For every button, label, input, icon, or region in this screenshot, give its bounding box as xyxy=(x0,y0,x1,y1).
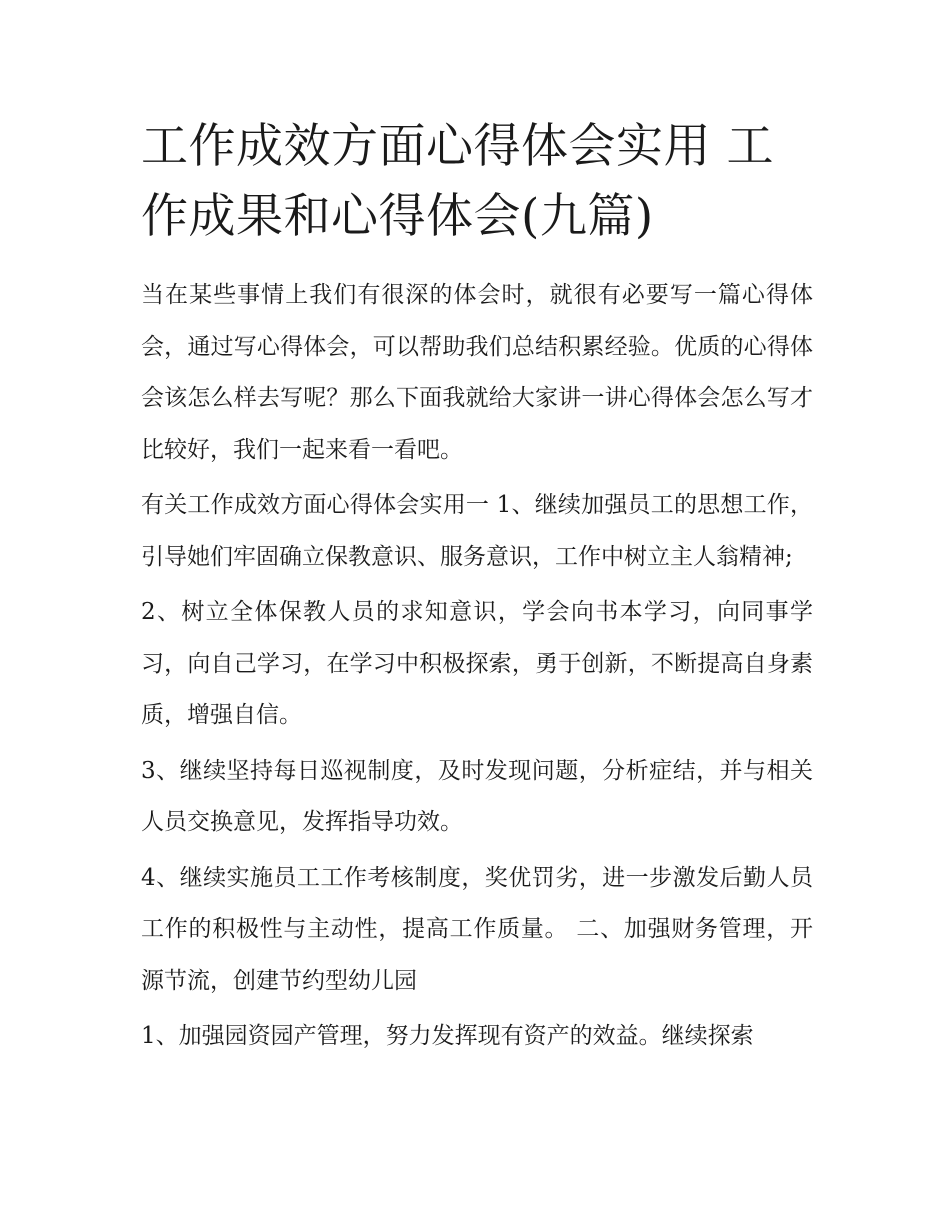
document-title: 工作成效方面心得体会实用 工作成果和心得体会(九篇) xyxy=(141,119,774,244)
paragraph-item-1: 有关工作成效方面心得体会实用一 1、继续加强员工的思想工作，引导她们牢固确立保教意识、服务意识，工作中树立主人翁精神; xyxy=(141,492,813,570)
paragraph-item-3: 3、继续坚持每日巡视制度，及时发现问题，分析症结，并与相关人员交换意见，发挥指导功效。 xyxy=(141,757,813,835)
paragraph-item-2: 2、树立全体保教人员的求知意识，学会向书本学习，向同事学习，向自己学习，在学习中积极探索，勇于创新，不断提高自身素质，增强自信。 xyxy=(141,599,813,728)
paragraph-item-4: 4、继续实施员工工作考核制度，奖优罚劣，进一步激发后勤人员工作的积极性与主动性，提高工作质量。 二、加强财务管理，开源节流，创建节约型幼儿园 xyxy=(141,864,813,994)
paragraph-finance-1: 1、加强园资园产管理，努力发挥现有资产的效益。继续探索 xyxy=(141,1023,754,1049)
paragraph-intro: 当在某些事情上我们有很深的体会时，就很有必要写一篇心得体会，通过写心得体会，可以帮助我们总结积累经验。优质的心得体会该怎么样去写呢？那么下面我就给大家讲一讲心得体会怎么写才比较好，我们一起来看一看吧。 xyxy=(141,282,813,463)
document-page xyxy=(141,112,813,1067)
